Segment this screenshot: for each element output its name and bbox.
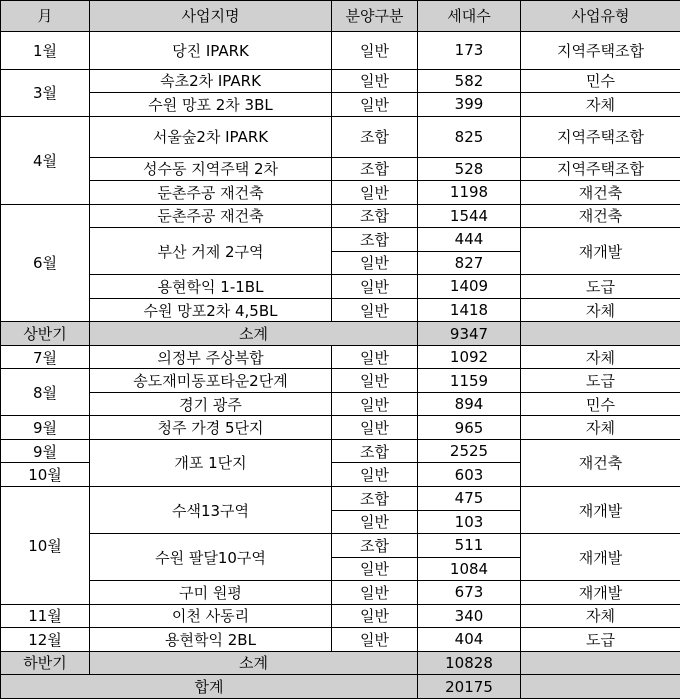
sale-type-cell: 일반 (332, 392, 418, 416)
site-name-cell: 이천 사동리 (90, 604, 332, 628)
units-cell: 444 (418, 228, 521, 252)
site-name-cell: 수원 망포 2차 3BL (90, 93, 332, 117)
business-type-cell: 재개발 (521, 534, 680, 581)
business-type-cell: 자체 (521, 416, 680, 440)
site-name-cell: 둔촌주공 재건축 (90, 181, 332, 205)
sale-type-cell: 일반 (332, 181, 418, 205)
grand-total-units: 20175 (418, 675, 521, 699)
units-cell: 965 (418, 416, 521, 440)
month-cell: 9월 (1, 439, 90, 463)
business-type-cell: 재개발 (521, 228, 680, 275)
table-row (1, 69, 680, 93)
units-cell: 103 (418, 510, 521, 534)
business-type-cell: 지역주택조합 (521, 31, 680, 69)
site-name-cell: 청주 가경 5단지 (90, 416, 332, 440)
empty-cell (521, 322, 680, 346)
site-name-cell: 둔촌주공 재건축 (90, 204, 332, 228)
month-cell: 8월 (1, 369, 90, 416)
second-half-label: 하반기 (1, 651, 90, 675)
header-units: 세대수 (418, 1, 521, 32)
table-row (1, 581, 680, 605)
sale-type-cell: 일반 (332, 251, 418, 275)
sale-type-cell: 일반 (332, 369, 418, 393)
sale-type-cell: 조합 (332, 116, 418, 157)
site-name-cell: 구미 원평 (90, 581, 332, 605)
units-cell: 603 (418, 463, 521, 487)
subtotal-label: 소계 (90, 651, 418, 675)
sale-type-cell: 일반 (332, 557, 418, 581)
business-type-cell: 도급 (521, 275, 680, 299)
units-cell: 475 (418, 487, 521, 511)
units-cell: 399 (418, 93, 521, 117)
units-cell: 404 (418, 628, 521, 652)
sale-type-cell: 조합 (332, 487, 418, 511)
subtotal-label: 소계 (90, 322, 418, 346)
business-type-cell: 도급 (521, 628, 680, 652)
table-row (1, 628, 680, 652)
header-row (1, 1, 680, 32)
business-type-cell: 재개발 (521, 487, 680, 534)
month-cell: 10월 (1, 487, 90, 605)
business-type-cell: 지역주택조합 (521, 116, 680, 157)
units-cell: 1159 (418, 369, 521, 393)
empty-cell (521, 651, 680, 675)
units-cell: 1084 (418, 557, 521, 581)
site-name-cell: 서울숲2차 IPARK (90, 116, 332, 157)
second-half-units: 10828 (418, 651, 521, 675)
site-name-cell: 속초2차 IPARK (90, 69, 332, 93)
business-type-cell: 민수 (521, 392, 680, 416)
site-name-cell: 용현학익 1-1BL (90, 275, 332, 299)
site-name-cell: 경기 광주 (90, 392, 332, 416)
units-cell: 1418 (418, 298, 521, 322)
month-cell: 1월 (1, 31, 90, 69)
sale-type-cell: 일반 (332, 345, 418, 369)
header-month: 月 (1, 1, 90, 32)
table-row (1, 116, 680, 157)
units-cell: 582 (418, 69, 521, 93)
units-cell: 511 (418, 534, 521, 558)
business-type-cell: 지역주택조합 (521, 157, 680, 181)
site-name-cell: 의정부 주상복합 (90, 345, 332, 369)
table-row (1, 416, 680, 440)
table-row (1, 275, 680, 299)
month-cell: 6월 (1, 204, 90, 322)
grand-total-label: 합계 (1, 675, 418, 699)
business-type-cell: 자체 (521, 298, 680, 322)
site-name-cell: 송도재미동포타운2단계 (90, 369, 332, 393)
first-half-units: 9347 (418, 322, 521, 346)
table-row (1, 298, 680, 322)
table-row (1, 369, 680, 393)
sale-type-cell: 조합 (332, 157, 418, 181)
units-cell: 528 (418, 157, 521, 181)
sale-type-cell: 일반 (332, 628, 418, 652)
table-row (1, 181, 680, 205)
month-cell: 10월 (1, 463, 90, 487)
sale-type-cell: 일반 (332, 416, 418, 440)
units-cell: 827 (418, 251, 521, 275)
empty-cell (521, 675, 680, 699)
units-cell: 1198 (418, 181, 521, 205)
units-cell: 825 (418, 116, 521, 157)
units-cell: 2525 (418, 439, 521, 463)
business-type-cell: 도급 (521, 369, 680, 393)
sale-type-cell: 일반 (332, 93, 418, 117)
sale-type-cell: 일반 (332, 604, 418, 628)
sale-type-cell: 조합 (332, 228, 418, 252)
table-row (1, 439, 680, 463)
table-row (1, 204, 680, 228)
first-half-label: 상반기 (1, 322, 90, 346)
units-cell: 1092 (418, 345, 521, 369)
table-row (1, 93, 680, 117)
table-row (1, 392, 680, 416)
units-cell: 894 (418, 392, 521, 416)
business-type-cell: 자체 (521, 604, 680, 628)
table-row (1, 345, 680, 369)
second-half-subtotal-row (1, 651, 680, 675)
site-name-cell: 개포 1단지 (90, 439, 332, 486)
business-type-cell: 민수 (521, 69, 680, 93)
table-row (1, 487, 680, 511)
business-type-cell: 재건축 (521, 181, 680, 205)
month-cell: 9월 (1, 416, 90, 440)
sale-type-cell: 일반 (332, 31, 418, 69)
units-cell: 673 (418, 581, 521, 605)
sale-type-cell: 일반 (332, 275, 418, 299)
sale-type-cell: 조합 (332, 439, 418, 463)
units-cell: 173 (418, 31, 521, 69)
units-cell: 1409 (418, 275, 521, 299)
sale-type-cell: 일반 (332, 69, 418, 93)
grand-total-row (1, 675, 680, 699)
business-type-cell: 재건축 (521, 439, 680, 486)
site-name-cell: 당진 IPARK (90, 31, 332, 69)
site-name-cell: 성수동 지역주택 2차 (90, 157, 332, 181)
units-cell: 340 (418, 604, 521, 628)
month-cell: 7월 (1, 345, 90, 369)
site-name-cell: 수원 망포2차 4,5BL (90, 298, 332, 322)
sale-type-cell: 일반 (332, 298, 418, 322)
month-cell: 11월 (1, 604, 90, 628)
month-cell: 3월 (1, 69, 90, 116)
header-site-name: 사업지명 (90, 1, 332, 32)
business-type-cell: 자체 (521, 345, 680, 369)
business-type-cell: 재건축 (521, 204, 680, 228)
sale-type-cell: 일반 (332, 510, 418, 534)
business-type-cell: 재개발 (521, 581, 680, 605)
first-half-subtotal-row (1, 322, 680, 346)
sale-type-cell: 조합 (332, 534, 418, 558)
table-row (1, 228, 680, 252)
site-name-cell: 수원 팔달10구역 (90, 534, 332, 581)
sale-type-cell: 일반 (332, 463, 418, 487)
table-row (1, 534, 680, 558)
month-cell: 12월 (1, 628, 90, 652)
site-name-cell: 부산 거제 2구역 (90, 228, 332, 275)
sale-type-cell: 조합 (332, 204, 418, 228)
header-business-type: 사업유형 (521, 1, 680, 32)
sale-type-cell: 일반 (332, 581, 418, 605)
units-cell: 1544 (418, 204, 521, 228)
table-row (1, 31, 680, 69)
site-name-cell: 용현학익 2BL (90, 628, 332, 652)
table-row (1, 604, 680, 628)
table-row (1, 157, 680, 181)
business-type-cell: 자체 (521, 93, 680, 117)
header-sale-type: 분양구분 (332, 1, 418, 32)
month-cell: 4월 (1, 116, 90, 204)
site-name-cell: 수색13구역 (90, 487, 332, 534)
